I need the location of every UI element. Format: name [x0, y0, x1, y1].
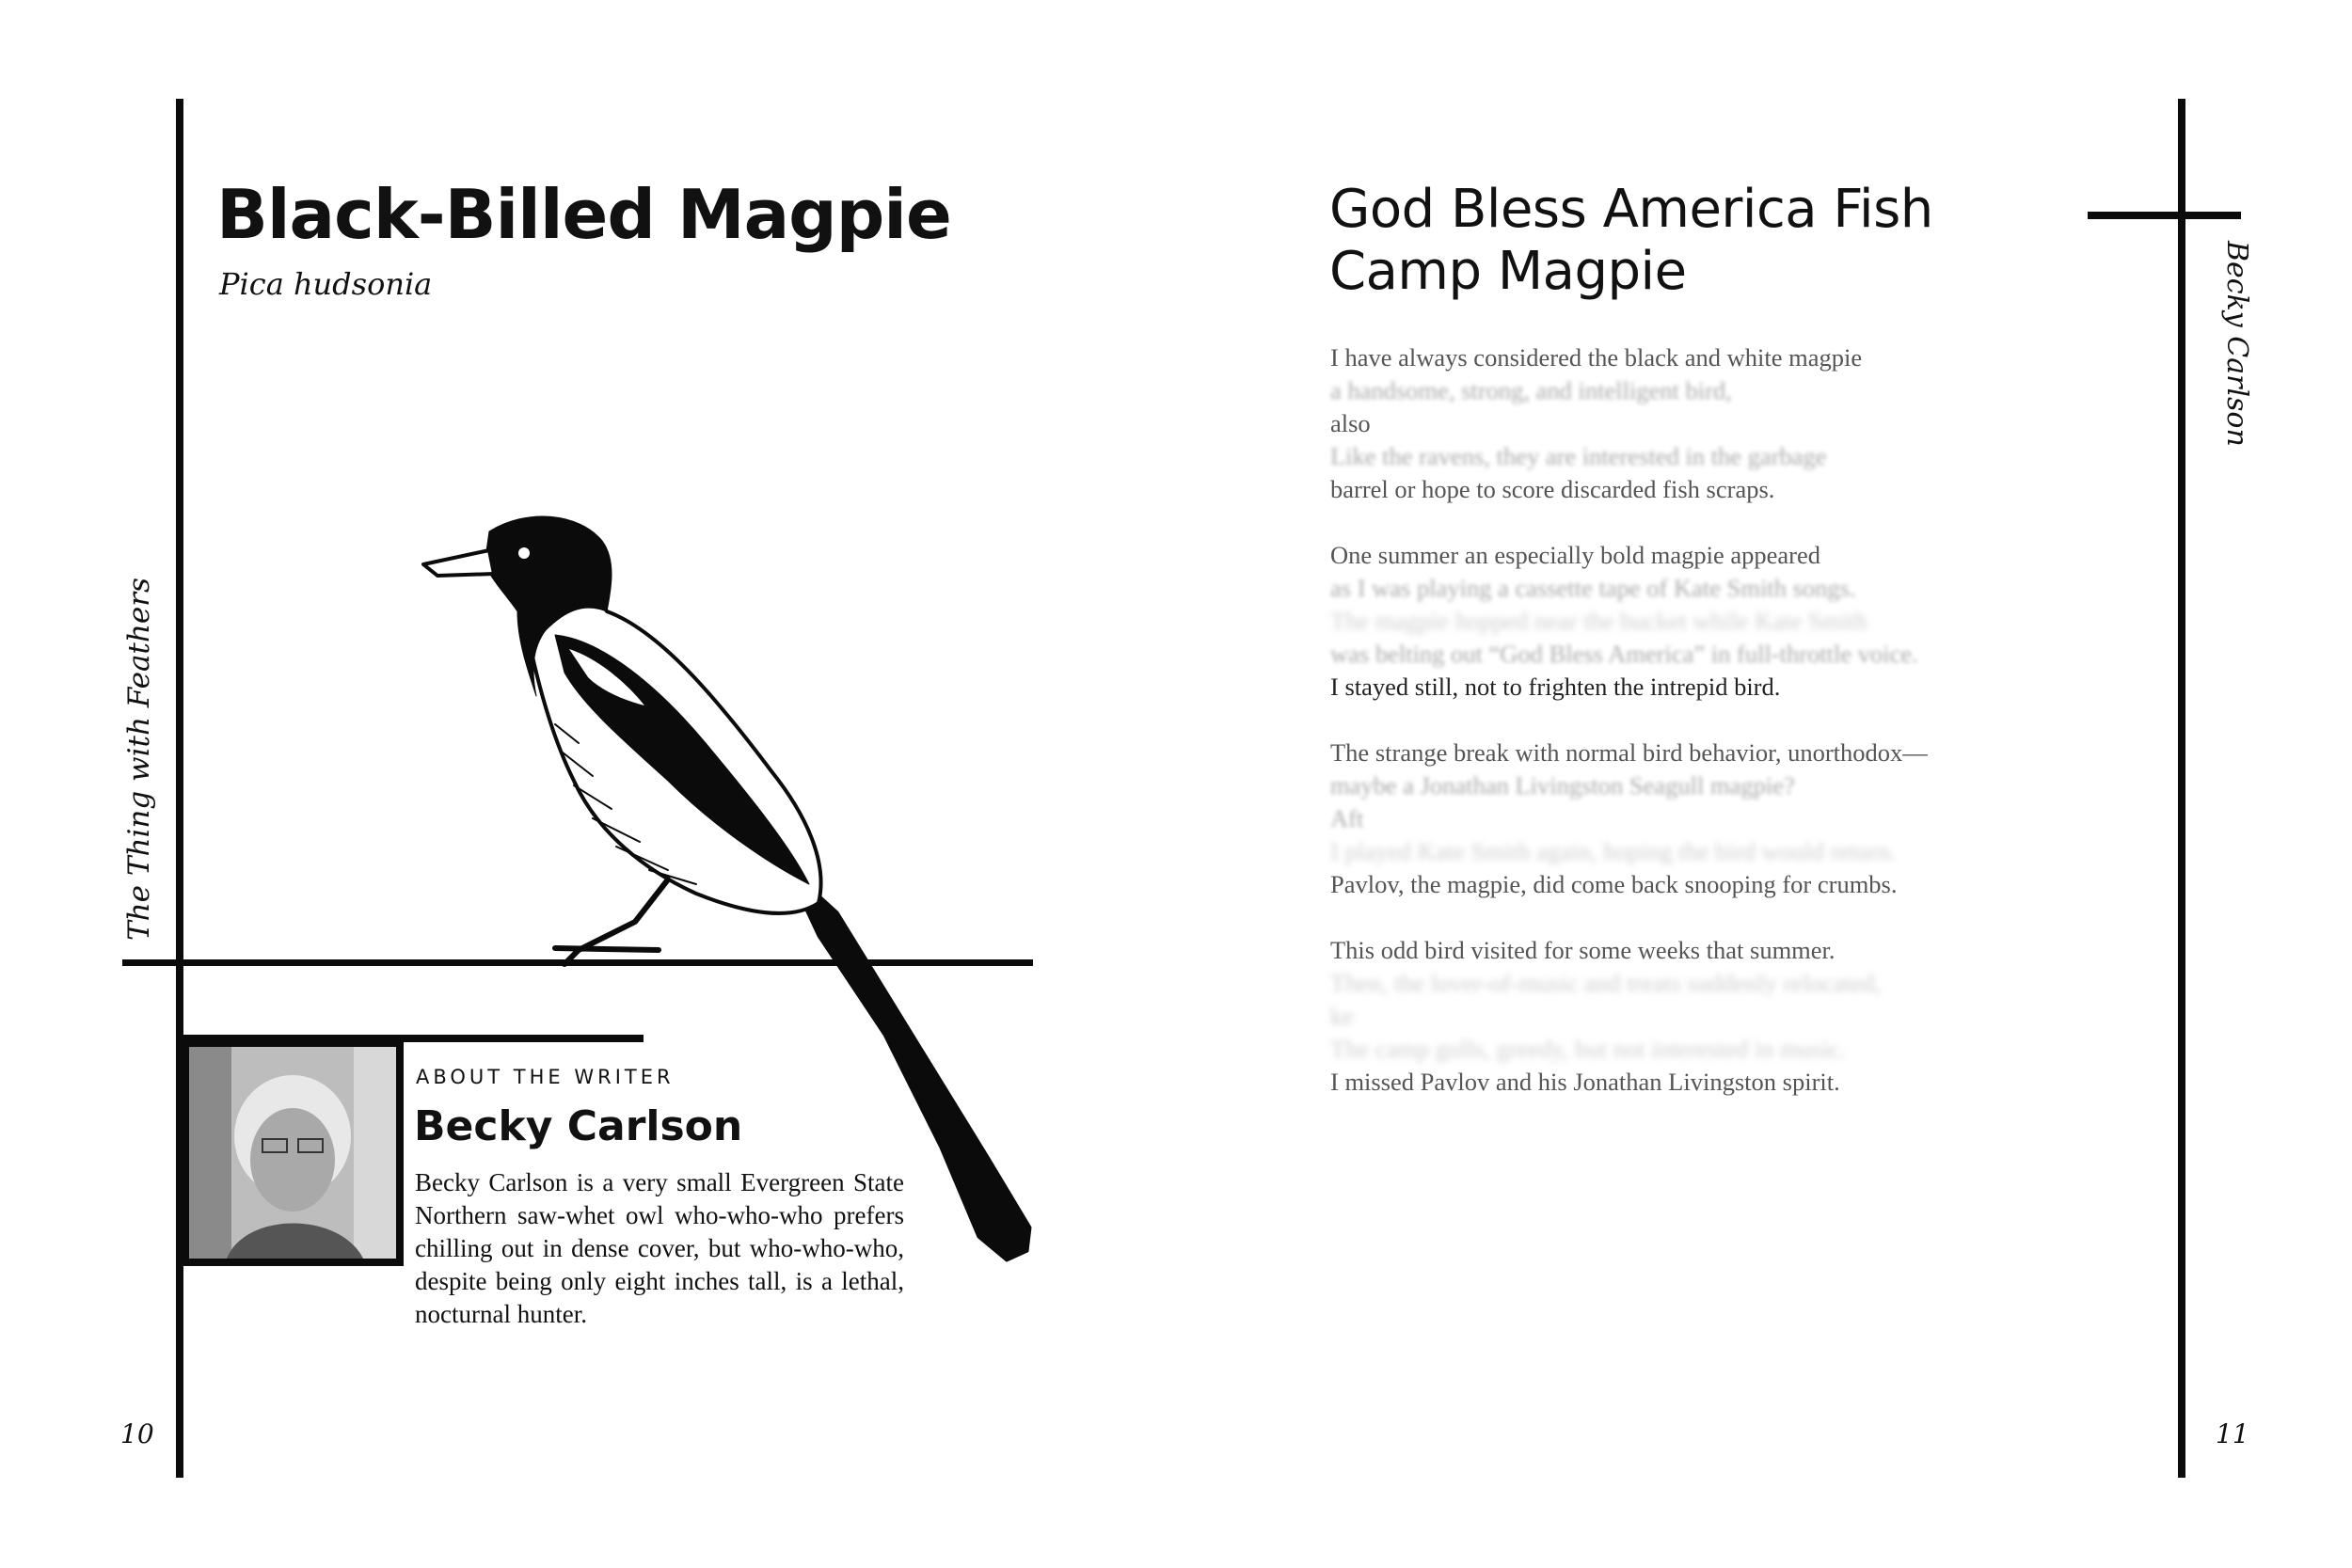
poem-line: Like the ravens, they are interested in the garbage	[1330, 442, 1827, 470]
poem-stanza	[1330, 539, 2045, 704]
scientific-name: Pica hudsonia	[219, 266, 433, 302]
poem-line: The camp gulls, greedy, but not interested in music.	[1330, 1035, 1847, 1063]
poem-line: I missed Pavlov and his Jonathan Livingston spirit.	[1330, 1068, 1840, 1096]
species-title: Black-Billed Magpie	[216, 175, 951, 254]
poem-line: ke	[1330, 1002, 1355, 1030]
page-number-left: 10	[120, 1418, 154, 1449]
poem-stanza	[1330, 934, 2045, 1099]
left-vertical-rule	[176, 99, 183, 1478]
poem-line: The magpie hopped near the bucket while Kate Smith	[1330, 607, 1868, 635]
poem-title: God Bless America Fish Camp Magpie	[1329, 179, 1933, 302]
poem-line: was belting out “God Bless America” in full-throttle voice.	[1330, 640, 1918, 668]
poem-line: I stayed still, not to frighten the intrepid bird.	[1330, 673, 1781, 701]
poem-line: Pavlov, the magpie, did come back snooping for crumbs.	[1330, 870, 1898, 898]
writer-bio: Becky Carlson is a very small Evergreen State Northern saw-whet owl who-who-who prefers chilling out in dense cover, but who-who-who, despite being only eight inches tall, is a lethal, nocturnal hunter.	[415, 1168, 904, 1328]
magpie-leg	[579, 879, 668, 950]
magpie-eye	[518, 547, 530, 559]
poem-line: I played Kate Smith again, hoping the bird would return.	[1330, 837, 1897, 865]
poem-line: The strange break with normal bird behavior, unorthodox—	[1330, 738, 1928, 767]
book-title-text: The Thing with Feathers	[122, 578, 156, 941]
poem-line: maybe a Jonathan Livingston Seagull magpie?	[1330, 771, 1795, 800]
about-writer-label: ABOUT THE WRITER	[416, 1066, 675, 1088]
author-byline-text: Becky Carlson	[2220, 241, 2253, 447]
poem-stanza	[1330, 736, 2045, 901]
writer-photo-image	[189, 1047, 396, 1259]
magpie-beak	[423, 550, 494, 576]
poem-line: as I was playing a cassette tape of Kate Smith songs.	[1330, 574, 1856, 602]
poem-line: One summer an especially bold magpie appeared	[1330, 541, 1820, 569]
poem-line: This odd bird visited for some weeks that summer.	[1330, 936, 1836, 964]
right-vertical-rule	[2178, 99, 2185, 1478]
poem-line: Aft	[1330, 804, 1364, 832]
poem-body	[1330, 341, 2045, 1132]
poem-line: a handsome, strong, and intelligent bird,	[1330, 376, 1732, 404]
poem-line: barrel or hope to score discarded fish scraps.	[1330, 475, 1775, 503]
poem-line: I have always considered the black and white magpie	[1330, 343, 1863, 372]
right-horizontal-rule	[2088, 212, 2241, 219]
writer-name: Becky Carlson	[414, 1102, 743, 1150]
magpie-foot	[555, 948, 659, 964]
page-number-right: 11	[2216, 1418, 2249, 1449]
poem-line: also	[1330, 409, 1371, 437]
poem-stanza	[1330, 341, 2045, 506]
poem-line: Then, the lover-of-music and treats suddenly relocated,	[1330, 969, 1882, 997]
writer-photo	[182, 1039, 404, 1266]
